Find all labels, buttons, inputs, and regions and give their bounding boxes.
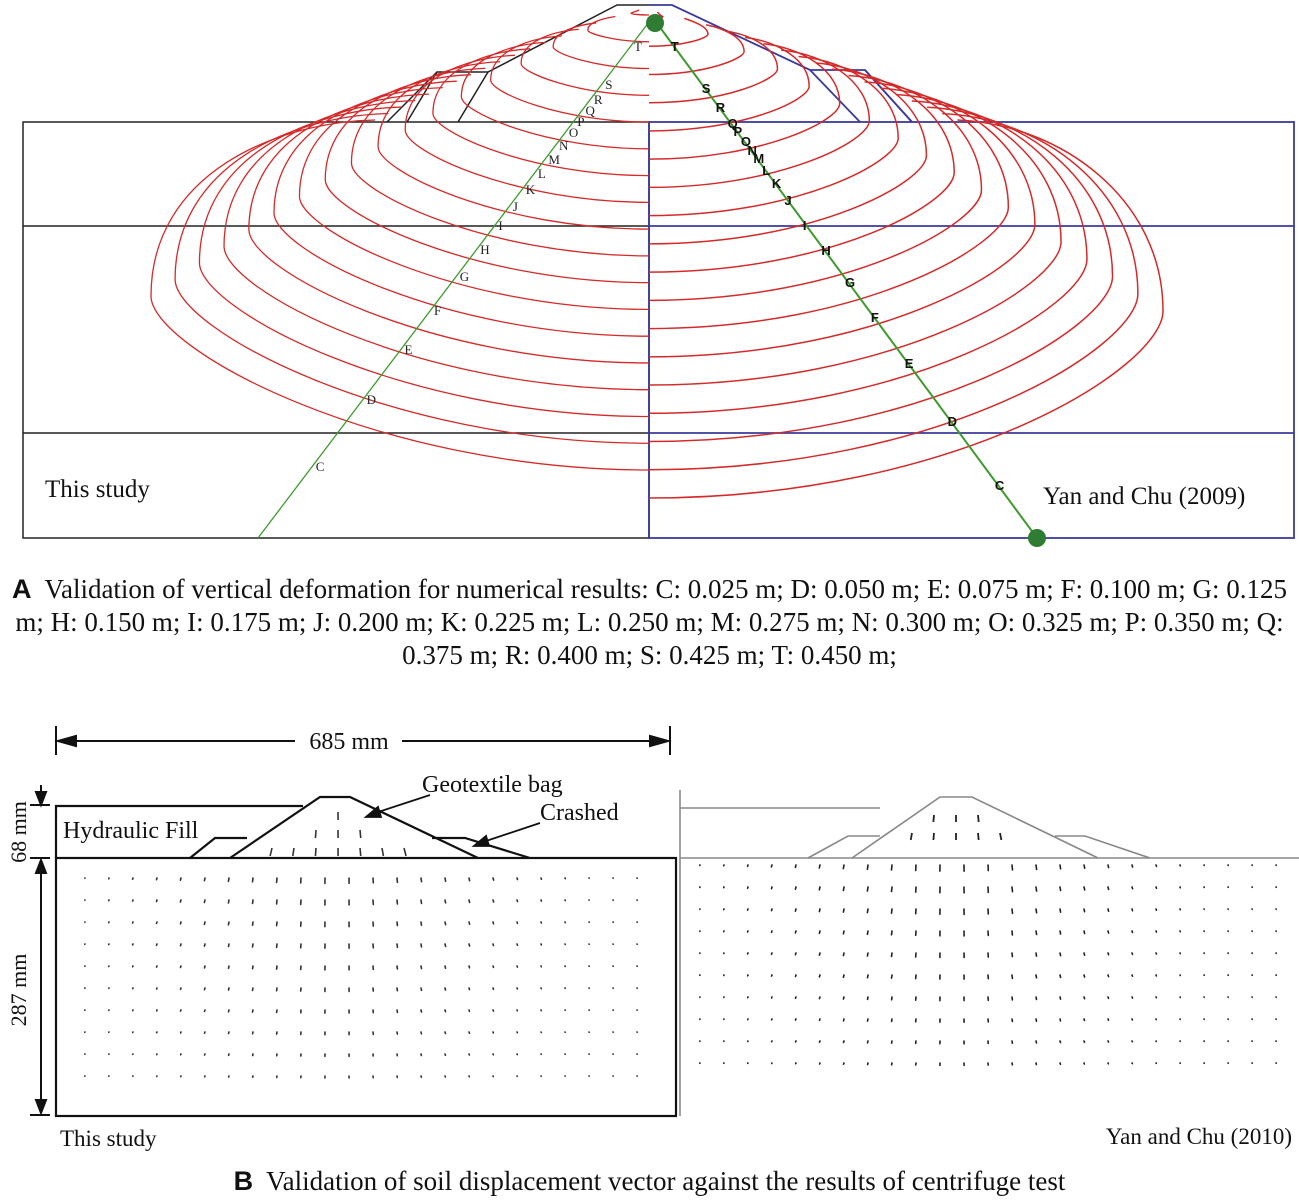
- contour-label-right-R: R: [715, 100, 726, 115]
- vector-right-155: [819, 997, 820, 999]
- vector-right-4: [795, 865, 796, 867]
- vector-right-141: [1084, 975, 1085, 977]
- vector-right-30: [819, 887, 820, 890]
- left-embankment-outline: [387, 5, 649, 122]
- vector-right-16: [1084, 865, 1085, 868]
- vector-right-63: [1012, 909, 1013, 913]
- vector-right-116: [1084, 953, 1085, 955]
- vector-left-173: [205, 1032, 206, 1033]
- vector-left-4: [180, 878, 181, 880]
- vector-right-207: [868, 1041, 869, 1043]
- vector-right-107: [867, 953, 868, 956]
- vector-left-124: [181, 988, 182, 989]
- vector-right-164: [1036, 997, 1037, 1000]
- vector-embankment-right-7: [1000, 833, 1001, 840]
- contour-left-N: [433, 49, 649, 176]
- vector-right-143: [1132, 975, 1133, 976]
- vector-right-89: [1036, 931, 1037, 935]
- contour-label-right-J: J: [784, 193, 792, 208]
- vector-left-27: [157, 900, 158, 902]
- contour-label-left-N: N: [559, 138, 569, 153]
- contour-label-right-K: K: [771, 176, 782, 191]
- vector-right-3: [771, 865, 772, 867]
- vector-left-7: [253, 878, 254, 882]
- panel-a-right-label: Yan and Chu (2009): [1043, 483, 1246, 510]
- vector-left-63: [445, 922, 446, 925]
- vector-left-66: [517, 922, 518, 923]
- vector-left-158: [421, 1010, 422, 1012]
- contour-right-L: [649, 63, 926, 244]
- vector-right-139: [1036, 975, 1037, 978]
- profile-end-marker: [1028, 529, 1046, 547]
- vector-right-157: [868, 997, 869, 999]
- vector-right-105: [819, 953, 820, 955]
- contour-right-J: [649, 76, 981, 301]
- right-domain-box: [649, 122, 1294, 538]
- vector-right-129: [796, 975, 797, 977]
- vector-embankment-right-6: [978, 833, 979, 840]
- contour-left-P: [491, 36, 649, 122]
- contour-right-C: [649, 120, 1163, 498]
- panel-a: [23, 5, 1294, 547]
- vector-left-3: [157, 878, 158, 880]
- vector-right-8: [892, 865, 893, 870]
- vector-left-150: [229, 1010, 230, 1012]
- vector-right-205: [820, 1041, 821, 1042]
- crashed-arrow: [474, 823, 540, 846]
- vector-left-135: [445, 988, 446, 990]
- vector-left-29: [204, 900, 205, 903]
- vector-right-115: [1060, 953, 1061, 956]
- vector-left-113: [493, 966, 494, 967]
- vector-right-54: [795, 909, 796, 911]
- vector-right-83: [892, 931, 893, 935]
- vector-embankment-left-5: [293, 848, 294, 856]
- contour-label-right-G: G: [844, 275, 856, 290]
- vector-left-100: [181, 966, 182, 968]
- vector-left-79: [253, 944, 254, 947]
- vector-right-41: [1084, 887, 1085, 890]
- contour-left-C: [151, 120, 649, 470]
- vector-right-179: [796, 1019, 797, 1020]
- vector-right-106: [843, 953, 844, 956]
- caption-a: [0, 573, 1299, 672]
- right-model: [680, 790, 1299, 1116]
- right-embankment-outline: [649, 5, 912, 122]
- vector-left-38: [421, 900, 422, 903]
- vector-right-108: [892, 953, 893, 957]
- vector-right-182: [868, 1019, 869, 1021]
- contour-label-left-H: H: [480, 242, 490, 257]
- caption-b-text: Validation of soil displacement vector against the results of centrifuge test: [266, 1166, 1066, 1196]
- vector-right-168: [1132, 997, 1133, 998]
- vector-right-93: [1132, 931, 1133, 933]
- vector-left-148: [181, 1010, 182, 1011]
- contour-label-left-T: T: [634, 39, 643, 54]
- contour-label-right-S: S: [701, 81, 711, 96]
- vector-right-130: [819, 975, 820, 977]
- vector-right-103: [772, 953, 773, 954]
- contour-label-left-L: L: [537, 166, 546, 181]
- vector-right-181: [844, 1019, 845, 1021]
- vector-right-53: [772, 909, 773, 911]
- width-dimension-label: 685 mm: [309, 729, 389, 755]
- vector-left-183: [445, 1032, 446, 1034]
- contour-label-right-N: N: [747, 143, 757, 158]
- vector-left-88: [469, 944, 470, 946]
- vector-left-6: [228, 878, 229, 881]
- vector-embankment-right-0: [933, 815, 934, 822]
- contour-label-left-J: J: [512, 199, 518, 214]
- vector-left-52: [181, 922, 182, 924]
- vector-right-191: [1084, 1019, 1085, 1021]
- vector-right-39: [1036, 887, 1037, 891]
- vector-right-79: [795, 931, 796, 933]
- vector-right-66: [1084, 909, 1085, 912]
- vector-right-92: [1108, 931, 1109, 933]
- vector-right-81: [843, 931, 844, 934]
- contour-right-D: [649, 114, 1138, 470]
- contour-label-right-Q: Q: [727, 116, 738, 131]
- height-dimension: [30, 785, 50, 1115]
- contour-left-T: [631, 10, 649, 15]
- vector-right-180: [820, 1019, 821, 1020]
- contour-label-right-C: C: [994, 478, 1005, 493]
- vector-left-42: [517, 900, 518, 902]
- vector-right-82: [867, 931, 868, 934]
- vector-left-54: [228, 922, 229, 925]
- vector-left-159: [445, 1010, 446, 1012]
- vector-left-149: [205, 1010, 206, 1011]
- vector-right-240: [1060, 1063, 1061, 1064]
- vector-embankment-left-3: [360, 830, 361, 838]
- vector-right-58: [892, 909, 893, 913]
- profile-start-marker: [646, 14, 664, 32]
- vector-right-57: [867, 909, 868, 913]
- contour-label-right-P: P: [733, 124, 743, 139]
- vector-right-33: [892, 887, 893, 892]
- vector-right-117: [1108, 953, 1109, 955]
- contour-label-right-D: D: [947, 414, 958, 429]
- vector-right-44: [1156, 887, 1157, 888]
- vector-left-151: [253, 1010, 254, 1012]
- vector-right-215: [1060, 1041, 1061, 1043]
- vector-left-55: [253, 922, 254, 925]
- vector-left-78: [229, 944, 230, 947]
- vector-right-67: [1108, 909, 1109, 911]
- vector-left-5: [204, 878, 205, 881]
- contour-label-right-L: L: [762, 163, 771, 178]
- contour-label-right-I: I: [802, 218, 807, 233]
- displacement-vectors-right: [700, 815, 1276, 1065]
- vector-right-32: [867, 887, 868, 891]
- contour-label-left-Q: Q: [585, 103, 595, 118]
- vector-right-14: [1036, 865, 1037, 869]
- contour-labels: [316, 39, 1005, 493]
- contour-label-right-F: F: [870, 310, 879, 325]
- vector-left-14: [421, 878, 422, 882]
- vector-left-17: [493, 878, 494, 880]
- contour-left-E: [199, 107, 649, 416]
- vector-right-133: [892, 975, 893, 978]
- vector-right-104: [795, 953, 796, 955]
- left-model: [56, 797, 676, 1116]
- vector-embankment-left-9: [382, 848, 383, 856]
- vector-left-134: [421, 988, 422, 990]
- vector-left-87: [445, 944, 446, 946]
- contour-label-left-P: P: [577, 114, 585, 129]
- vector-right-64: [1036, 909, 1037, 913]
- vector-right-17: [1108, 865, 1109, 868]
- vector-embankment-left-1: [315, 830, 316, 838]
- vector-right-38: [1012, 887, 1013, 892]
- contour-right-M: [649, 56, 898, 215]
- caption-a-text: Validation of vertical deformation for numerical results: C: 0.025 m; D: 0.050 m; E: 0.075 m; F: 0.100 m; G: 0.125 m; H: 0.150 m; I: 0.175 m; J: 0.200 m; K: 0.225 m; L: 0.250 m; M: 0.275 m; N: 0.300 m; O: 0.325 m; P: 0.350 m; Q: 0.375 m; R: 0.400 m; S: 0.425 m; T: 0.450 m;: [15, 574, 1288, 670]
- vector-right-6: [843, 865, 844, 869]
- vector-embankment-left-4: [270, 848, 272, 856]
- vector-left-31: [253, 900, 254, 904]
- vector-left-110: [421, 966, 422, 969]
- vector-left-51: [157, 922, 158, 923]
- vector-right-68: [1132, 909, 1133, 911]
- geotextile-bag-label: Geotextile bag: [422, 772, 563, 798]
- vector-embankment-left-10: [404, 848, 406, 856]
- vector-left-136: [469, 988, 470, 990]
- vector-left-174: [229, 1032, 230, 1034]
- vector-right-80: [819, 931, 820, 933]
- vector-embankment-left-8: [360, 848, 361, 856]
- vector-left-127: [253, 988, 254, 990]
- vector-right-19: [1156, 865, 1157, 866]
- vector-left-86: [421, 944, 422, 947]
- vector-right-216: [1084, 1041, 1085, 1042]
- vector-right-231: [844, 1063, 845, 1064]
- vector-right-13: [1012, 865, 1013, 870]
- contour-label-left-F: F: [434, 303, 442, 318]
- contour-label-left-S: S: [605, 77, 613, 92]
- contour-label-left-K: K: [525, 182, 536, 197]
- vector-left-65: [493, 922, 494, 924]
- vector-left-111: [445, 966, 446, 968]
- vector-right-91: [1084, 931, 1085, 934]
- vector-left-53: [204, 922, 205, 924]
- caption-a-letter: A: [11, 574, 32, 604]
- vector-left-62: [421, 922, 422, 925]
- contour-label-left-E: E: [404, 342, 413, 357]
- vector-right-165: [1060, 997, 1061, 999]
- vector-left-103: [253, 966, 254, 969]
- displacement-vectors-left: [85, 812, 637, 1078]
- vector-right-128: [772, 975, 773, 976]
- vector-left-15: [445, 878, 446, 881]
- dimension-287-label: 287 mm: [6, 953, 31, 1027]
- vector-right-214: [1036, 1041, 1037, 1043]
- vector-right-18: [1132, 865, 1133, 867]
- vector-right-78: [772, 931, 773, 932]
- vector-right-140: [1060, 975, 1061, 977]
- profile-lines: [258, 14, 1046, 547]
- vector-left-101: [205, 966, 206, 968]
- vector-right-43: [1132, 887, 1133, 889]
- vector-left-89: [493, 944, 494, 946]
- vector-left-28: [180, 900, 181, 902]
- vector-embankment-left-6: [315, 848, 316, 856]
- vector-right-156: [843, 997, 844, 999]
- crashed-label: Crashed: [540, 800, 619, 826]
- vector-right-217: [1108, 1041, 1109, 1042]
- vector-right-42: [1108, 887, 1109, 889]
- dimension-68-label: 68 mm: [6, 801, 31, 863]
- geotextile-arrow: [366, 795, 430, 817]
- vector-right-167: [1108, 997, 1109, 998]
- vector-right-189: [1036, 1019, 1037, 1021]
- vector-left-184: [469, 1032, 470, 1033]
- vector-right-65: [1060, 909, 1061, 912]
- vector-left-39: [445, 900, 446, 903]
- contour-label-right-M: M: [753, 151, 765, 166]
- panel-b: [6, 726, 1299, 1151]
- contour-label-right-E: E: [904, 356, 914, 371]
- vector-right-114: [1036, 953, 1037, 956]
- vector-left-64: [469, 922, 470, 924]
- vector-right-55: [819, 909, 820, 912]
- contour-lines: [151, 10, 1163, 498]
- contour-label-left-G: G: [459, 269, 470, 284]
- contour-label-left-M: M: [548, 152, 560, 167]
- panel-b-right-label: Yan and Chu (2010): [1105, 1124, 1292, 1149]
- vector-left-41: [493, 900, 494, 902]
- vector-right-166: [1084, 997, 1085, 999]
- contour-label-right-O: O: [740, 134, 751, 149]
- vector-right-142: [1108, 975, 1109, 977]
- vector-left-161: [493, 1010, 494, 1011]
- contour-label-right-T: T: [670, 39, 679, 54]
- vector-right-7: [867, 865, 868, 869]
- vector-right-15: [1060, 865, 1061, 869]
- panel-b-left-label: This study: [60, 1126, 157, 1151]
- caption-b-letter: B: [233, 1166, 254, 1196]
- vector-left-125: [205, 988, 206, 990]
- vector-left-126: [229, 988, 230, 990]
- vector-left-137: [493, 988, 494, 989]
- vector-left-90: [517, 944, 518, 945]
- contour-left-S: [588, 16, 649, 41]
- vector-embankment-right-3: [911, 833, 912, 840]
- vector-left-77: [204, 944, 205, 946]
- vector-left-40: [469, 900, 470, 902]
- vector-right-190: [1060, 1019, 1061, 1021]
- vector-left-75: [157, 944, 158, 945]
- vector-left-112: [469, 966, 470, 968]
- vector-right-206: [844, 1041, 845, 1043]
- vector-left-76: [181, 944, 182, 946]
- vector-right-56: [843, 909, 844, 912]
- vector-left-30: [228, 900, 229, 903]
- vector-right-90: [1060, 931, 1061, 934]
- vector-right-192: [1108, 1019, 1109, 1020]
- vector-right-31: [843, 887, 844, 890]
- contour-label-left-O: O: [568, 125, 579, 140]
- vector-right-132: [868, 975, 869, 978]
- hydraulic-fill-label: Hydraulic Fill: [63, 818, 199, 844]
- vector-right-40: [1060, 887, 1061, 891]
- contour-left-Q: [521, 29, 649, 95]
- vector-right-154: [796, 997, 797, 998]
- contour-right-I: [649, 82, 1008, 329]
- vector-left-160: [469, 1010, 470, 1011]
- contour-label-right-H: H: [821, 243, 831, 258]
- vector-right-28: [772, 887, 773, 889]
- contour-label-left-D: D: [366, 392, 376, 407]
- contour-label-left-I: I: [498, 218, 503, 233]
- vector-left-18: [517, 878, 518, 880]
- vector-left-16: [469, 878, 470, 881]
- vector-right-5: [819, 865, 820, 868]
- panel-a-left-label: This study: [45, 476, 150, 503]
- contour-label-left-R: R: [593, 92, 603, 107]
- contour-left-H: [274, 88, 649, 337]
- vector-embankment-right-2: [978, 815, 979, 822]
- vector-embankment-right-4: [933, 833, 934, 840]
- vector-right-131: [843, 975, 844, 977]
- vector-right-118: [1132, 953, 1133, 954]
- contour-label-left-C: C: [315, 459, 325, 474]
- vector-left-102: [229, 966, 230, 968]
- vector-right-29: [795, 887, 796, 889]
- caption-b: [0, 1165, 1299, 1198]
